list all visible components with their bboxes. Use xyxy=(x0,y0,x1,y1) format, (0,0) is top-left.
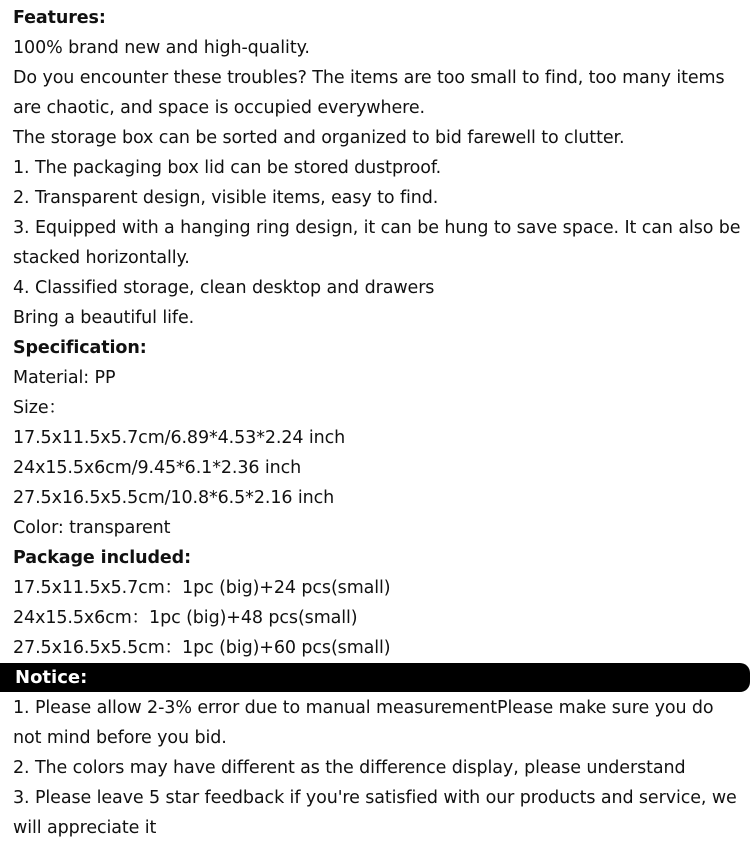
package-line: 24x15.5x6cm：1pc (big)+48 pcs(small) xyxy=(13,608,358,628)
features-line: 4. Classified storage, clean desktop and drawers xyxy=(13,278,435,298)
features-line: 1. The packaging box lid can be stored dustproof. xyxy=(13,158,442,178)
notice-line: not mind before you bid. xyxy=(13,728,227,748)
package-heading: Package included: xyxy=(13,548,191,568)
specification-line: Size： xyxy=(13,398,66,418)
specification-line: 27.5x16.5x5.5cm/10.8*6.5*2.16 inch xyxy=(13,488,335,508)
notice-banner xyxy=(0,663,750,692)
features-line: The storage box can be sorted and organized to bid farewell to clutter. xyxy=(13,128,625,148)
notice-line: 3. Please leave 5 star feedback if you're satisfied with our products and service, we xyxy=(13,788,737,808)
features-line: are chaotic, and space is occupied everywhere. xyxy=(13,98,426,118)
specification-heading: Specification: xyxy=(13,338,147,358)
specification-line: 24x15.5x6cm/9.45*6.1*2.36 inch xyxy=(13,458,302,478)
notice-line: 2. The colors may have different as the difference display, please understand xyxy=(13,758,686,778)
specification-line: 17.5x11.5x5.7cm/6.89*4.53*2.24 inch xyxy=(13,428,346,448)
features-heading: Features: xyxy=(13,8,106,28)
package-line: 27.5x16.5x5.5cm：1pc (big)+60 pcs(small) xyxy=(13,638,391,658)
product-description xyxy=(13,3,743,663)
features-line: Bring a beautiful life. xyxy=(13,308,195,328)
features-line: 3. Equipped with a hanging ring design, it can be hung to save space. It can also be xyxy=(13,218,741,238)
notice-list xyxy=(13,693,743,843)
features-line: stacked horizontally. xyxy=(13,248,190,268)
specification-line: Material: PP xyxy=(13,368,116,388)
features-line: 100% brand new and high-quality. xyxy=(13,38,310,58)
specification-line: Color: transparent xyxy=(13,518,171,538)
features-line: Do you encounter these troubles? The items are too small to find, too many items xyxy=(13,68,725,88)
notice-line: will appreciate it xyxy=(13,818,157,838)
package-line: 17.5x11.5x5.7cm：1pc (big)+24 pcs(small) xyxy=(13,578,391,598)
notice-line: 1. Please allow 2-3% error due to manual measurementPlease make sure you do xyxy=(13,698,714,718)
notice-heading: Notice: xyxy=(15,667,88,688)
features-line: 2. Transparent design, visible items, easy to find. xyxy=(13,188,439,208)
